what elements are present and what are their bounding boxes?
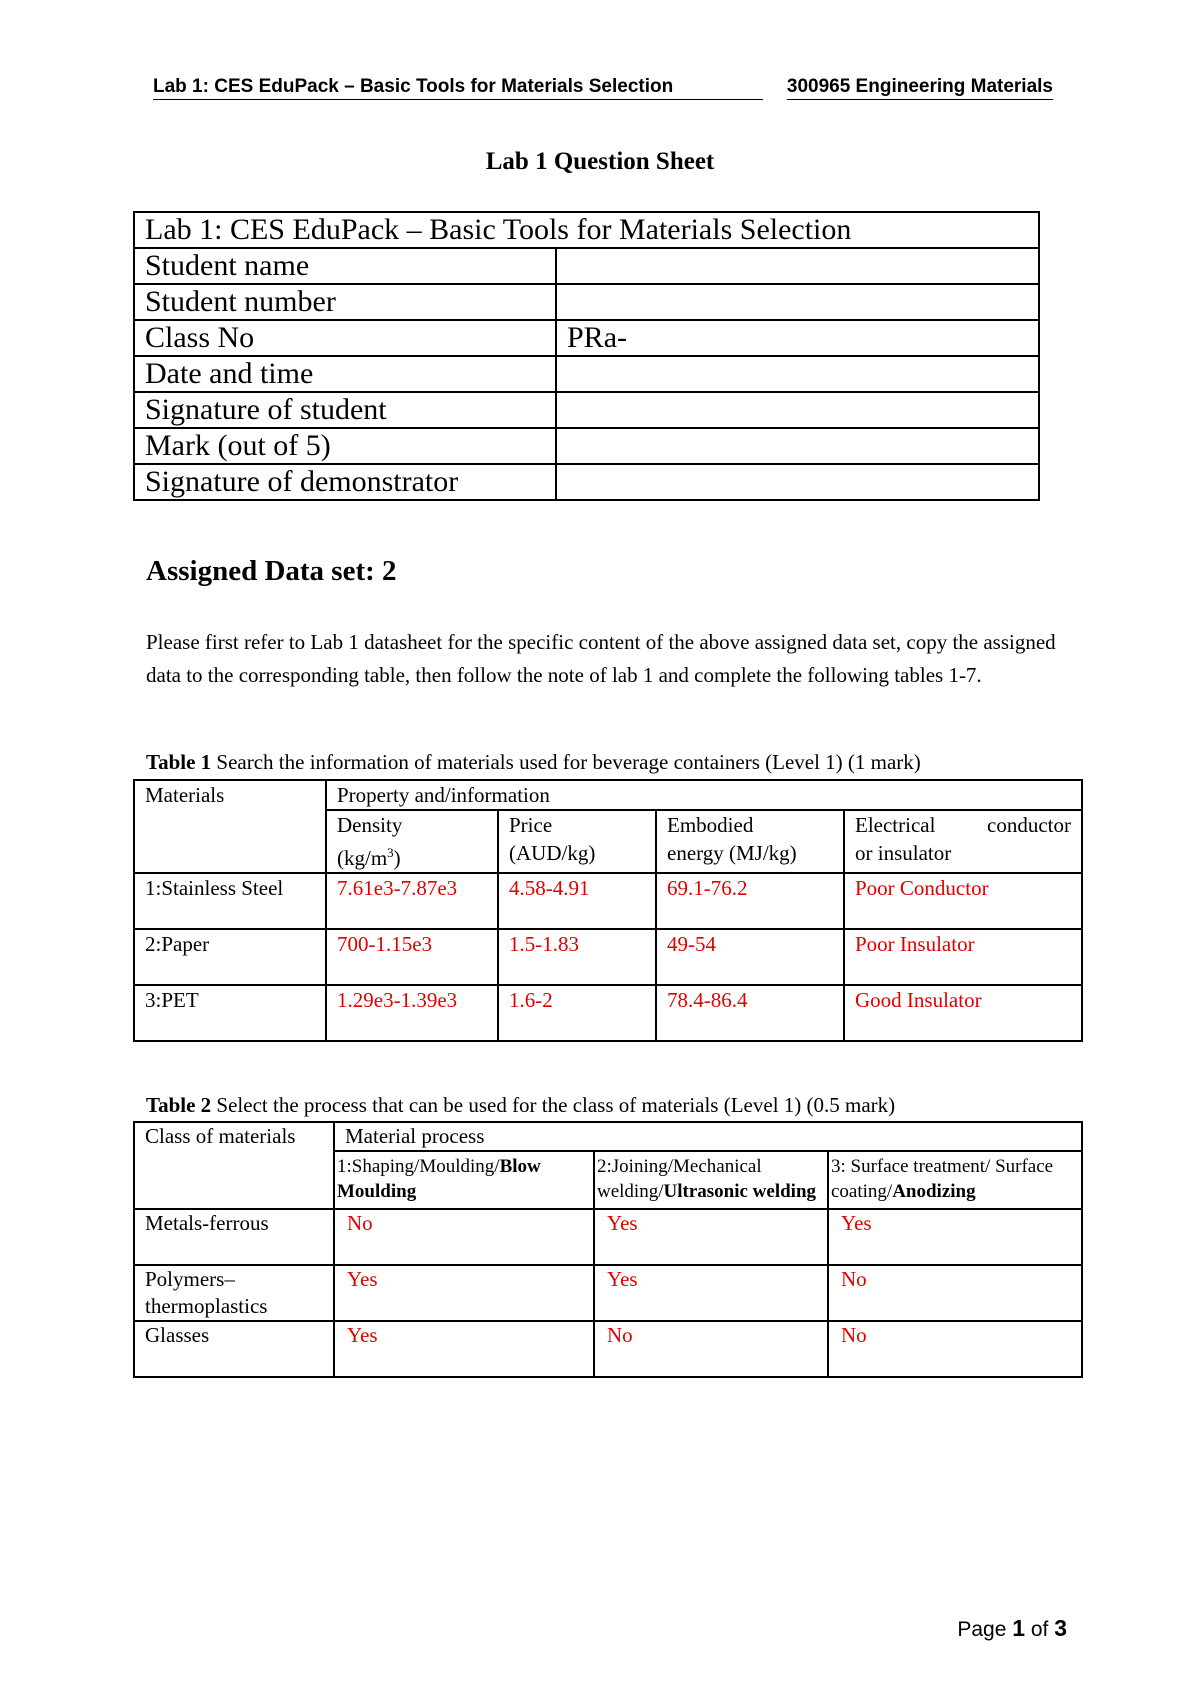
surface-answer[interactable]: No [828,1265,1082,1321]
page-word: Page [957,1618,1013,1641]
student-number-field[interactable] [556,284,1039,320]
table2-header-process: Material process [334,1122,1082,1151]
density-value[interactable]: 7.61e3-7.87e3 [326,873,498,929]
material-class [134,1209,334,1265]
energy-value[interactable]: 49-54 [656,929,844,985]
energy-unit: energy (MJ/kg) [667,841,797,865]
info-heading: Lab 1: CES EduPack – Basic Tools for Materials Selection [134,212,1039,248]
process-surface-path: 3: Surface treatment/ Surface coating/ [831,1156,1054,1202]
material-class-line2: thermoplastics [145,1294,268,1318]
student-signature-field[interactable] [556,392,1039,428]
date-time-field[interactable] [556,356,1039,392]
of-word: of [1025,1618,1055,1641]
table1-subheader-density [326,810,498,873]
info-label: Signature of student [134,392,556,428]
info-label: Student name [134,248,556,284]
price-label: Price [509,813,553,837]
info-label: Signature of demonstrator [134,464,556,500]
page-title: Lab 1 Question Sheet [485,148,715,175]
table1-header-row [134,780,1082,810]
table2-caption-text: Select the process that can be used for the class of materials (Level 1) (0.5 mark) [211,1093,896,1117]
table1-caption [146,749,921,775]
table-row [134,1209,1082,1265]
table1-header-materials: Materials [134,780,326,873]
electrical-value[interactable]: Poor Insulator [844,929,1082,985]
joining-answer[interactable]: Yes [594,1209,828,1265]
info-label: Class No [134,320,556,356]
info-row-mark [134,428,1039,464]
joining-answer[interactable]: No [594,1321,828,1377]
table2-material-processes [133,1121,1083,1378]
table-row [134,873,1082,929]
electrical-label-c: or insulator [855,841,952,865]
density-value[interactable]: 1.29e3-1.39e3 [326,985,498,1041]
electrical-label-b: conductor [987,813,1071,837]
density-value[interactable]: 700-1.15e3 [326,929,498,985]
info-row-student-name [134,248,1039,284]
instructions-paragraph: Please first refer to Lab 1 datasheet for the specific content of the above assigned data set, copy the assigned data to the corresponding table, then follow the note of lab 1 and complete the following tables 1-7. [146,630,1056,687]
material-class-line1: Polymers– [145,1267,235,1291]
info-label: Date and time [134,356,556,392]
info-label: Student number [134,284,556,320]
surface-answer[interactable]: Yes [828,1209,1082,1265]
electrical-label-a: Electrical [855,813,936,837]
electrical-value[interactable]: Good Insulator [844,985,1082,1041]
energy-label: Embodied [667,813,754,837]
info-row-student-number [134,284,1039,320]
process-surface-name: Anodizing [892,1181,976,1202]
table2-header-row [134,1122,1082,1151]
density-label: Density [337,813,403,837]
table1-subheader-energy [656,810,844,873]
info-row-date-time [134,356,1039,392]
table-row [134,1321,1082,1377]
table1-subheader-price [498,810,656,873]
process-surface [828,1151,1082,1209]
assigned-data-set: Assigned Data set: 2 [146,555,397,587]
material-class [134,1321,334,1377]
material-name: 1:Stainless Steel [134,873,326,929]
student-name-field[interactable] [556,248,1039,284]
info-heading-row [134,212,1039,248]
table1-header-property: Property and/information [326,780,1082,810]
shaping-answer[interactable]: Yes [334,1321,594,1377]
process-shaping-path: 1:Shaping/Moulding/ [337,1156,500,1177]
page-total: 3 [1054,1615,1067,1641]
info-label: Mark (out of 5) [134,428,556,464]
price-value[interactable]: 1.5-1.83 [498,929,656,985]
info-row-class-no [134,320,1039,356]
energy-value[interactable]: 78.4-86.4 [656,985,844,1041]
class-no-field[interactable]: PRa- [556,320,1039,356]
page-footer [957,1615,1067,1642]
shaping-answer[interactable]: Yes [334,1265,594,1321]
student-info-table [133,211,1040,501]
process-shaping-name: Blow Moulding [337,1156,541,1202]
electrical-value[interactable]: Poor Conductor [844,873,1082,929]
process-joining-path: 2:Joining/Mechanical welding/ [597,1156,762,1202]
table1-subheader-electrical [844,810,1082,873]
joining-answer[interactable]: Yes [594,1265,828,1321]
process-joining-name: Ultrasonic welding [663,1181,817,1202]
info-row-student-signature [134,392,1039,428]
density-unit-sup: 3 [387,845,394,860]
price-unit: (AUD/kg) [509,841,596,865]
process-joining [594,1151,828,1209]
page-number: 1 [1012,1615,1026,1641]
demonstrator-signature-field[interactable] [556,464,1039,500]
table-row [134,929,1082,985]
table2-header-class: Class of materials [134,1122,334,1209]
material-name: 2:Paper [134,929,326,985]
table1-caption-text: Search the information of materials used for beverage containers (Level 1) (1 mark) [211,750,921,774]
price-value[interactable]: 4.58-4.91 [498,873,656,929]
shaping-answer[interactable]: No [334,1209,594,1265]
price-value[interactable]: 1.6-2 [498,985,656,1041]
process-shaping [334,1151,594,1209]
material-name: 3:PET [134,985,326,1041]
table2-caption [146,1092,895,1118]
info-row-demonstrator-signature [134,464,1039,500]
table-row [134,985,1082,1041]
material-class-line1: Metals-ferrous [145,1211,269,1235]
table-row [134,1265,1082,1321]
material-class-line1: Glasses [145,1323,210,1347]
material-class [134,1265,334,1321]
energy-value[interactable]: 69.1-76.2 [656,873,844,929]
mark-field[interactable] [556,428,1039,464]
density-unit: (kg/m [337,846,388,870]
table1-caption-label: Table 1 [146,750,212,774]
header-unit-name: 300965 Engineering Materials [787,76,1053,100]
table1-materials-properties [133,779,1083,1042]
surface-answer[interactable]: No [828,1321,1082,1377]
header-course-lab-title: Lab 1: CES EduPack – Basic Tools for Materials Selection [153,76,763,100]
table2-caption-label: Table 2 [146,1093,212,1117]
density-unit-close: ) [393,846,401,870]
